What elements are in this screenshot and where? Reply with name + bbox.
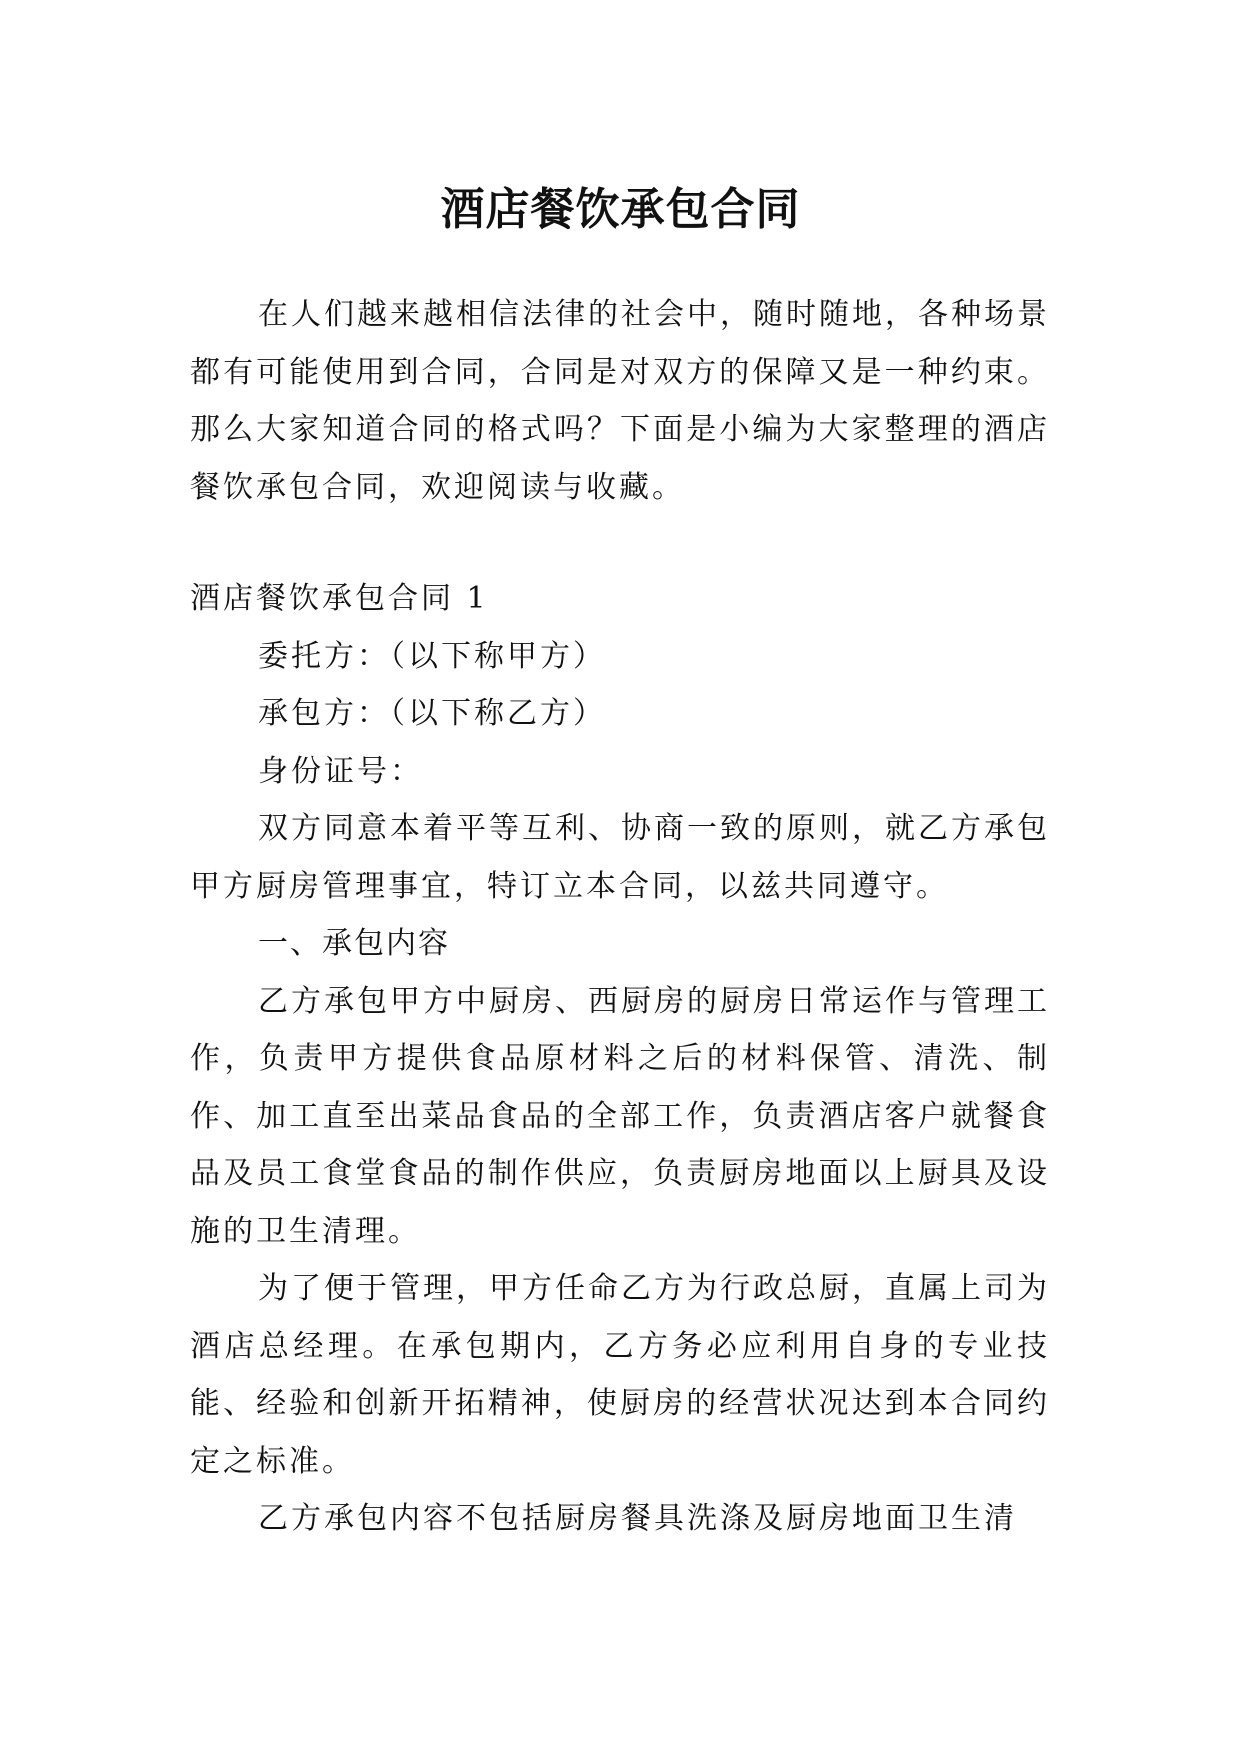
party-a-line: 委托方：（以下称甲方）: [258, 638, 606, 674]
party-b-line: 承包方：（以下称乙方）: [258, 696, 606, 731]
contract-paragraph: 乙方承包甲方中厨房、西厨房的厨房日常运作与管理工作，负责甲方提供食品原材料之后的材料保管、清洗、制作、加工直至出菜品食品的全部工作，负责酒店客户就餐食品及员工食堂食品的制作供应，负责厨房地面以上厨具及设施的卫生清理。: [190, 983, 1050, 1249]
document-body: [190, 286, 1050, 1548]
id-number-line: 身份证号：: [258, 753, 423, 789]
document-title: 酒店餐饮承包合同: [440, 184, 801, 236]
contract-paragraph: 为了便于管理，甲方任命乙方为行政总厨，直属上司为酒店总经理。在承包期内，乙方务必应利用自身的专业技能、经验和创新开拓精神，使厨房的经营状况达到本合同约定之标准。: [190, 1271, 1050, 1479]
agreement-paragraph: 双方同意本着平等互利、协商一致的原则，就乙方承包甲方厨房管理事宜，特订立本合同，以兹共同遵守。: [190, 811, 1050, 904]
section-heading: 一、承包内容: [258, 926, 450, 961]
contract-paragraph: 乙方承包内容不包括厨房餐具洗涤及厨房地面卫生清: [258, 1501, 1017, 1536]
contract-title: 酒店餐饮承包合同 1: [190, 581, 489, 616]
intro-paragraph: 在人们越来越相信法律的社会中，随时随地，各种场景都有可能使用到合同，合同是对双方的保障又是一种约束。那么大家知道合同的格式吗？下面是小编为大家整理的酒店餐饮承包合同，欢迎阅读与收藏。: [190, 297, 1050, 505]
